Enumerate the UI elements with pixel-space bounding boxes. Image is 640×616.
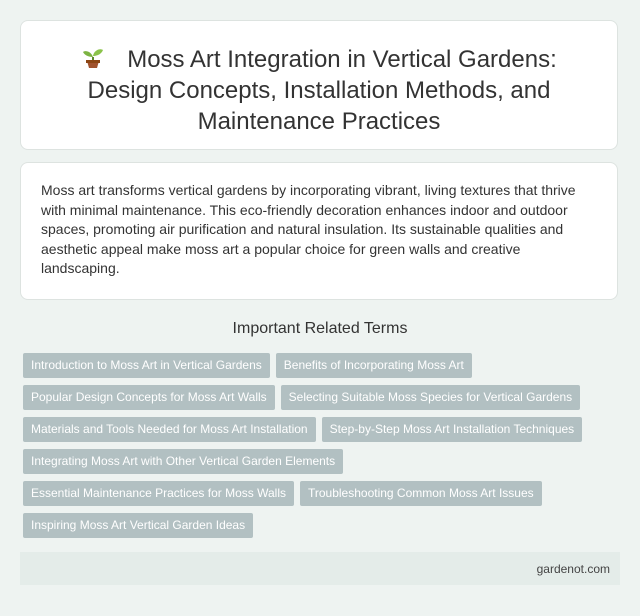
related-term-tag[interactable]: Troubleshooting Common Moss Art Issues — [300, 481, 542, 506]
related-term-tag[interactable]: Step-by-Step Moss Art Installation Techniques — [322, 417, 583, 442]
tag-row — [23, 513, 623, 545]
related-term-tag[interactable]: Introduction to Moss Art in Vertical Gardens — [23, 353, 270, 378]
title-text-line-1: Moss Art Integration in Vertical Gardens: — [127, 46, 557, 73]
footer — [20, 552, 620, 585]
sprout-icon — [81, 45, 105, 69]
related-term-tag[interactable]: Selecting Suitable Moss Species for Vertical Gardens — [281, 385, 580, 410]
title-line-2: Design Concepts, Installation Methods, and — [87, 77, 551, 104]
page-title — [21, 44, 617, 137]
description-text: Moss art transforms vertical gardens by incorporating vibrant, living textures that thrive with minimal maintenance. This eco-friendly decoration enhances indoor and outdoor spaces, promoting air purification and natural insulation. Its sustainable qualities and aesthetic appeal make moss art a popular choice for green walls and creative landscaping. — [41, 182, 576, 277]
related-term-tag[interactable]: Essential Maintenance Practices for Moss Walls — [23, 481, 294, 506]
tag-row — [23, 385, 623, 417]
title-card — [20, 20, 618, 150]
title-line-1 — [21, 44, 617, 75]
tag-row — [23, 481, 623, 513]
related-terms-heading: Important Related Terms — [232, 320, 408, 337]
related-terms-list — [23, 353, 623, 545]
footer-site[interactable]: gardenot.com — [536, 562, 610, 576]
related-term-tag[interactable]: Integrating Moss Art with Other Vertical Garden Elements — [23, 449, 343, 474]
description-card — [20, 162, 618, 300]
related-term-tag[interactable]: Benefits of Incorporating Moss Art — [276, 353, 472, 378]
tag-row — [23, 353, 623, 385]
tag-row — [23, 417, 623, 449]
related-term-tag[interactable]: Inspiring Moss Art Vertical Garden Ideas — [23, 513, 253, 538]
title-line-3: Maintenance Practices — [197, 108, 441, 135]
tag-row — [23, 449, 623, 481]
related-term-tag[interactable]: Popular Design Concepts for Moss Art Walls — [23, 385, 275, 410]
related-term-tag[interactable]: Materials and Tools Needed for Moss Art Installation — [23, 417, 316, 442]
